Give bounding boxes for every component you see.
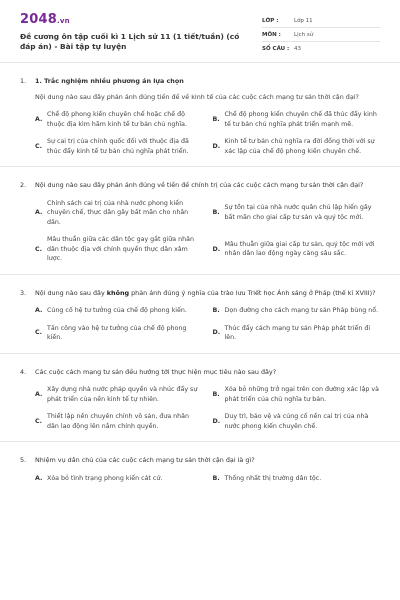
- option-letter: D.: [212, 142, 221, 150]
- option-letter: D.: [212, 329, 221, 337]
- answer-option[interactable]: [213, 137, 381, 156]
- option-text: Xóa bỏ tình trạng phong kiến cát cứ.: [47, 474, 163, 482]
- option-letter: B.: [212, 390, 220, 398]
- option-text: Mâu thuẫn giữa giai cấp tư sản, quý tộc mới với nhân dân lao động ngày càng sâu sắc.: [224, 240, 375, 258]
- stem-emphasis: không: [106, 288, 130, 297]
- question-number: 4.: [20, 367, 27, 376]
- option-text: Chế độ phong kiến chuyên chế đã thúc đẩy kinh tế tư bản chủ nghĩa phát triển mạnh mẽ.: [224, 111, 377, 128]
- header-left: [20, 12, 242, 62]
- option-letter: C.: [35, 245, 43, 253]
- option-letter: C.: [35, 142, 43, 150]
- option-letter: A.: [35, 390, 43, 398]
- question-stem: [20, 456, 380, 466]
- question-number: 5.: [20, 456, 27, 464]
- question-4: [0, 354, 400, 443]
- answer-option[interactable]: [213, 199, 381, 228]
- option-letter: B.: [212, 209, 220, 216]
- logo-text: 2048: [20, 12, 57, 27]
- option-text: Sự tồn tại của nhà nước quân chủ lập hiến gây bất mãn cho giai cấp tư sản và quý tộc mới.: [224, 204, 372, 221]
- answer-option[interactable]: [35, 306, 203, 316]
- answer-option[interactable]: [35, 199, 203, 228]
- page-header: [20, 0, 380, 62]
- option-letter: D.: [212, 417, 221, 425]
- section-title: 1. Trắc nghiệm nhiều phương án lựa chọn: [35, 77, 184, 85]
- answer-option[interactable]: [213, 412, 381, 431]
- meta-row-count: [262, 42, 380, 56]
- answer-option[interactable]: [35, 137, 203, 156]
- answer-option[interactable]: [35, 474, 203, 484]
- question-text: Nội dung nào sau đây phản ánh đúng về tiền đề chính trị của các cuộc cách mạng tư sản thời cận đại?: [35, 181, 364, 189]
- answer-option[interactable]: [35, 235, 203, 264]
- answer-option[interactable]: [35, 110, 203, 129]
- question-stem: [20, 368, 380, 378]
- meta-label: MÔN :: [262, 31, 281, 38]
- question-text: Các cuộc cách mạng tư sản đều hướng tới thực hiện mục tiêu nào sau đây?: [35, 367, 277, 376]
- answer-option[interactable]: [213, 385, 381, 404]
- option-letter: C.: [35, 417, 43, 425]
- option-text: Xây dựng nhà nước pháp quyền và nhúc đẩy sự phát triển của nền kinh tế tự nhiên.: [47, 386, 198, 403]
- option-text: Sự cai trị của chính quốc đối với thuộc địa đã thúc đẩy kinh tế tư bản chủ nghĩa phát triển.: [47, 138, 189, 155]
- stem-after: phản ánh đúng ý nghĩa của trào lưu Triết học Ánh sáng ở Pháp (thế kỉ XVIII)?: [129, 288, 376, 297]
- meta-label: SỐ CÂU :: [262, 46, 290, 52]
- site-logo[interactable]: [20, 12, 242, 29]
- meta-label: LỚP :: [262, 17, 279, 24]
- option-text: Dọn đường cho cách mạng tư sản Pháp bùng nổ.: [224, 307, 379, 314]
- option-letter: A.: [35, 307, 43, 314]
- answer-options: [20, 474, 380, 484]
- answer-options: [20, 306, 380, 343]
- question-5: [0, 442, 400, 493]
- question-text: [35, 289, 380, 299]
- option-text: Xóa bỏ những trở ngại trên con đường xác lập và phát triển của chủ nghĩa tư bản.: [224, 386, 380, 403]
- option-letter: A.: [35, 115, 43, 123]
- option-text: Thúc đẩy cách mạng tư sản Pháp phát triển đi lên.: [224, 324, 371, 341]
- meta-value: Lịch sử: [294, 31, 314, 38]
- option-text: Thiết lập nền chuyên chính vô sản, đưa nhân dân lao động lên nắm chính quyền.: [47, 413, 190, 430]
- option-text: Kinh tế tư bản chủ nghĩa ra đời đồng thời với sự xác lập của chế độ phong kiến chuyên chế.: [224, 138, 375, 155]
- question-stem: [20, 181, 380, 191]
- answer-options: [20, 385, 380, 431]
- answer-option[interactable]: [35, 385, 203, 404]
- option-letter: B.: [212, 115, 220, 123]
- option-letter: C.: [35, 329, 43, 337]
- option-text: Chính sách cai trị của nhà nước phong kiến chuyên chế, thực dân gây bất mãn cho nhân dân.: [47, 199, 189, 226]
- answer-option[interactable]: [213, 306, 381, 316]
- document-title: Đề cương ôn tập cuối kì 1 Lịch sử 11 (1 tiết/tuần) (có đáp án) - Bài tập tự luyện: [20, 32, 240, 51]
- answer-options: [20, 110, 380, 156]
- question-1: [0, 63, 400, 167]
- question-stem: [20, 289, 380, 299]
- answer-option[interactable]: [213, 474, 381, 484]
- option-letter: B.: [212, 307, 220, 314]
- meta-row-subject: [262, 28, 380, 42]
- option-text: Tấn công vào hệ tư tưởng của chế độ phong kiến.: [47, 324, 187, 341]
- meta-table: [262, 14, 380, 62]
- question-stem: [20, 77, 380, 87]
- meta-row-class: [262, 14, 380, 28]
- question-number: 3.: [20, 288, 27, 297]
- answer-option[interactable]: [213, 110, 381, 129]
- option-text: Mâu thuẫn giữa các dân tộc gay gắt giữa nhân dân thuộc địa với chính quyền thực dân xâm lược.: [47, 236, 194, 262]
- option-letter: A.: [35, 209, 43, 216]
- option-letter: B.: [212, 474, 220, 482]
- meta-value: 43: [294, 46, 301, 52]
- answer-option[interactable]: [213, 235, 381, 264]
- stem-before: Nội dung nào sau đây: [35, 288, 107, 297]
- question-number: 1.: [20, 77, 27, 85]
- option-letter: A.: [35, 474, 43, 482]
- meta-value: Lớp 11: [294, 17, 313, 24]
- option-letter: D.: [212, 245, 221, 253]
- answer-option[interactable]: [213, 324, 381, 343]
- answer-option[interactable]: [35, 324, 203, 343]
- answer-options: [20, 199, 380, 264]
- question-text: Nhiệm vụ dân chủ của các cuộc cách mạng tư sản thời cận đại là gì?: [35, 456, 255, 464]
- question-text: Nội dung nào sau đây phản ánh đúng tiền đề về kinh tế của các cuộc cách mạng tư sản thời cận đại?: [35, 92, 359, 101]
- option-text: Thống nhất thị trường dân tộc.: [224, 474, 322, 482]
- question-3: [0, 275, 400, 354]
- question-2: [0, 167, 400, 275]
- option-text: Chế độ phong kiến chuyên chế hoặc chế độ thuộc địa kìm hãm kinh tế tư bản chủ nghĩa.: [47, 111, 187, 128]
- answer-option[interactable]: [35, 412, 203, 431]
- question-number: 2.: [20, 181, 27, 189]
- option-text: Duy trì, bảo vệ và củng cố nền cai trị của nhà nước phong kiến chuyên chế.: [224, 413, 369, 430]
- option-text: Củng cố hệ tư tưởng của chế độ phong kiến.: [47, 307, 187, 314]
- logo-suffix: .vn: [56, 17, 70, 25]
- question-body: [20, 93, 380, 103]
